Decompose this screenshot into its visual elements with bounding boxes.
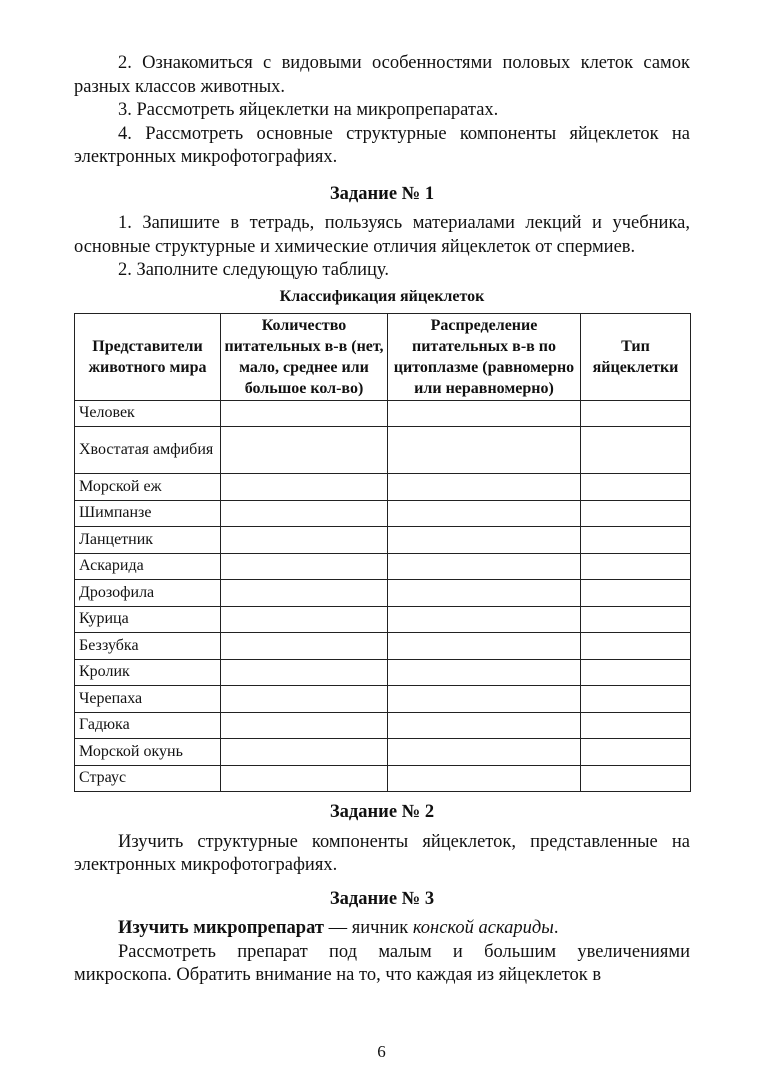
animal-name: Морской окунь xyxy=(75,739,221,766)
table-cell xyxy=(221,580,388,607)
table-cell xyxy=(581,633,691,660)
table-cell xyxy=(221,712,388,739)
intro-item-3: 3. Рассмотреть яйцеклетки на микропрепаратах. xyxy=(118,100,499,120)
header-nutrient-distribution: Распределение питательных в-в по цитоплазме (равномерно или неравномерно) xyxy=(388,313,581,400)
table-header-row xyxy=(75,313,691,400)
animal-name: Страус xyxy=(75,765,221,792)
table-cell xyxy=(581,527,691,554)
table-cell xyxy=(581,553,691,580)
table-cell xyxy=(388,474,581,501)
table-cell xyxy=(221,400,388,427)
task3-paragraph-1 xyxy=(74,917,690,941)
table-row xyxy=(75,686,691,713)
task3-bold-lead: Изучить микропрепарат xyxy=(118,918,324,938)
intro-item-2: 2. Ознакомиться с видовыми особенностями половых клеток самок разных классов животных. xyxy=(74,53,690,97)
table-row xyxy=(75,400,691,427)
header-representatives: Представители животного мира xyxy=(75,313,221,400)
table-cell xyxy=(221,633,388,660)
table-row xyxy=(75,739,691,766)
table-title: Классификация яйцеклеток xyxy=(279,287,485,305)
animal-name: Морской еж xyxy=(75,474,221,501)
table-row xyxy=(75,427,691,474)
table-cell xyxy=(388,686,581,713)
table-cell xyxy=(581,474,691,501)
animal-name: Шимпанзе xyxy=(75,500,221,527)
table-cell xyxy=(221,500,388,527)
animal-name: Кролик xyxy=(75,659,221,686)
task1-paragraph-2: 2. Заполните следующую таблицу. xyxy=(118,260,389,280)
table-cell xyxy=(388,527,581,554)
animal-name: Черепаха xyxy=(75,686,221,713)
table-cell xyxy=(388,500,581,527)
table-cell xyxy=(221,606,388,633)
task3-dash-text: — яичник xyxy=(323,918,413,938)
intro-item-4: 4. Рассмотреть основные структурные компоненты яйцеклеток на электронных микрофотографиях. xyxy=(74,123,690,167)
table-cell xyxy=(388,580,581,607)
table-row xyxy=(75,580,691,607)
task3-period: . xyxy=(553,918,559,938)
task1-paragraph-1: 1. Запишите в тетрадь, пользуясь материалами лекций и учебника, основные структурные и химические отличия яйцеклеток от спермиев. xyxy=(74,213,690,257)
table-cell xyxy=(221,553,388,580)
table-cell xyxy=(581,606,691,633)
animal-name: Аскарида xyxy=(75,553,221,580)
table-cell xyxy=(221,686,388,713)
table-row xyxy=(75,765,691,792)
task3-paragraph-2: Рассмотреть препарат под малым и большим увеличениями микроскопа. Обратить внимание на то, что каждая из яйцеклеток в xyxy=(74,941,690,985)
animal-name: Дрозофила xyxy=(75,580,221,607)
animal-name: Хвостатая амфибия xyxy=(75,427,221,474)
table-cell xyxy=(221,474,388,501)
table-cell xyxy=(581,765,691,792)
table-cell xyxy=(581,400,691,427)
table-cell xyxy=(221,427,388,474)
table-cell xyxy=(581,712,691,739)
table-cell xyxy=(388,427,581,474)
animal-name: Ланцетник xyxy=(75,527,221,554)
table-cell xyxy=(388,765,581,792)
page-number: 6 xyxy=(377,1042,386,1061)
header-egg-type: Тип яйцеклетки xyxy=(581,313,691,400)
classification-table xyxy=(74,313,691,793)
table-row xyxy=(75,659,691,686)
table-cell xyxy=(581,739,691,766)
animal-name: Человек xyxy=(75,400,221,427)
task1-heading: Задание № 1 xyxy=(329,183,435,204)
animal-name: Гадюка xyxy=(75,712,221,739)
table-cell xyxy=(388,553,581,580)
table-row xyxy=(75,633,691,660)
page-content xyxy=(74,52,690,988)
table-row xyxy=(75,553,691,580)
task3-heading: Задание № 3 xyxy=(329,888,435,909)
table-cell xyxy=(581,427,691,474)
animal-name: Курица xyxy=(75,606,221,633)
table-cell xyxy=(388,739,581,766)
table-cell xyxy=(581,659,691,686)
table-row xyxy=(75,606,691,633)
table-cell xyxy=(581,500,691,527)
table-row xyxy=(75,500,691,527)
table-row xyxy=(75,712,691,739)
table-row xyxy=(75,527,691,554)
table-cell xyxy=(388,712,581,739)
table-cell xyxy=(388,633,581,660)
animal-name: Беззубка xyxy=(75,633,221,660)
task2-paragraph: Изучить структурные компоненты яйцеклеток, представленные на электронных микрофотографиях. xyxy=(74,831,690,875)
table-cell xyxy=(221,527,388,554)
header-nutrient-amount: Количество питательных в-в (нет, мало, среднее или большое кол-во) xyxy=(221,313,388,400)
table-cell xyxy=(388,606,581,633)
table-row xyxy=(75,474,691,501)
table-cell xyxy=(581,580,691,607)
table-cell xyxy=(221,659,388,686)
table-cell xyxy=(388,659,581,686)
table-cell xyxy=(581,686,691,713)
table-cell xyxy=(221,739,388,766)
table-cell xyxy=(221,765,388,792)
task3-italic-term: конской аскариды xyxy=(412,918,554,938)
task2-heading: Задание № 2 xyxy=(329,802,435,822)
table-cell xyxy=(388,400,581,427)
